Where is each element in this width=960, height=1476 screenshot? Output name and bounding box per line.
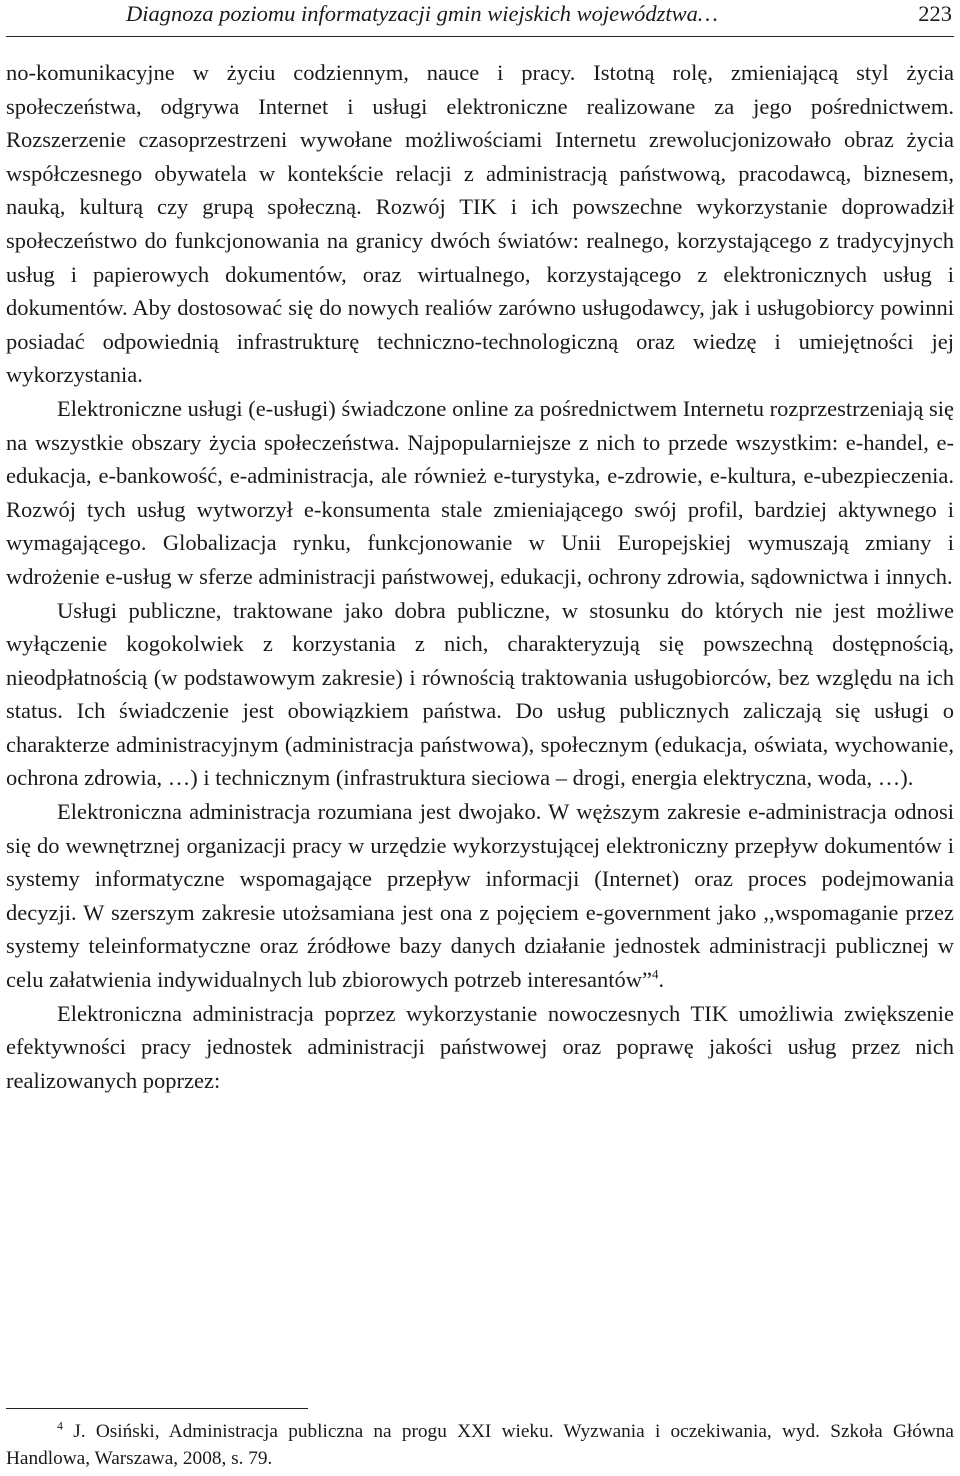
footnote-reference[interactable]: 4 xyxy=(652,966,659,982)
paragraph-1: no-komunikacyjne w życiu codziennym, nauce i pracy. Istotną rolę, zmieniającą styl życia społeczeństwa, odgrywa Internet i usługi elektroniczne realizowane za jego pośrednictwem. Rozszerzenie czasoprzestrzeni wywołane możliwościami Internetu zrewolucjonizowało obraz życia współczesnego obywatela w kontekście relacji z administracją państwową, pracodawcą, biznesem, nauką, kulturą czy grupą społeczną. Rozwój TIK i ich powszechne wykorzystanie doprowadził społeczeństwo do funkcjonowania na granicy dwóch światów: realnego, korzystającego z tradycyjnych usług i papierowych dokumentów, oraz wirtualnego, korzystającego z elektronicznych usług i dokumentów. Aby dostosować się do nowych realiów zarówno usługodawcy, jak i usługobiorcy powinni posiadać odpowiednią infrastrukturę techniczno-technologiczną oraz wiedzę i umiejętności jej wykorzystania. xyxy=(6,60,954,388)
paragraph-4-tail: . xyxy=(658,967,665,993)
paragraph-4-text: Elektroniczna administracja rozumiana jest dwojako. W węższym zakresie e-administracja odnosi się do wewnętrznej organizacji pracy w urzędzie wykorzystującej elektroniczny przepływ dokumentów i systemy informatyczne wspomagające przepływ informacji (Internet) oraz proces podejmowania decyzji. W szerszym zakresie utożsamiana jest ona z pojęciem e-government jako ,,wspomaganie przez systemy teleinformatyczne oraz źródłowe bazy danych działanie jednostek administracji publicznej w celu załatwienia indywidualnych lub zbiorowych potrzeb interesantów” xyxy=(6,799,954,993)
main-text xyxy=(6,56,954,1097)
paragraph-3: Usługi publiczne, traktowane jako dobra publiczne, w stosunku do których nie jest możliwe wyłączenie kogokolwiek z korzystania z nich, charakteryzują się powszechną dostępnością, nieodpłatnością (w podstawowym zakresie) i równością traktowania usługobiorców, bez względu na ich status. Ich świadczenie jest obowiązkiem państwa. Do usług publicznych zaliczają się usługi o charakterze administracyjnym (administracja państwowa), społecznym (edukacja, oświata, wychowanie, ochrona zdrowia, …) i technicznym (infrastruktura sieciowa – drogi, energia elektryczna, woda, …). xyxy=(6,597,954,791)
running-title: Diagnoza poziomu informatyzacji gmin wiejskich województwa… xyxy=(126,1,718,26)
footnote-entry xyxy=(6,1418,954,1472)
footnote-divider xyxy=(6,1408,308,1409)
paragraph-5: Elektroniczna administracja poprzez wykorzystanie nowoczesnych TIK umożliwia zwiększenie efektywności pracy jednostek administracji państwowej oraz poprawę jakości usług przez nich realizowanych poprzez: xyxy=(6,1000,954,1093)
footnote-number: 4 xyxy=(57,1418,63,1433)
header-divider xyxy=(6,36,954,37)
paragraph-4 xyxy=(6,795,954,997)
page-number: 223 xyxy=(918,1,952,26)
running-header xyxy=(0,0,960,40)
paragraph-2: Elektroniczne usługi (e-usługi) świadczone online za pośrednictwem Internetu rozprzestrzeniają się na wszystkie obszary życia społeczeństwa. Najpopularniejsze z nich to przede wszystkim: e-handel, e-edukacja, e-bankowość, e-administracja, ale również e-turystyka, e-zdrowie, e-kultura, e-ubezpieczenia. Rozwój tych usług wytworzył e-konsumenta stale zmieniającego swój profil, bardziej aktywnego i wymagającego. Globalizacja rynku, funkcjonowanie w Unii Europejskiej wymuszają zmiany i wdrożenie e-usług w sferze administracji państwowej, edukacji, ochrony zdrowia, sądownictwa i innych. xyxy=(6,395,954,589)
footnote-text: J. Osiński, Administracja publiczna na progu XXI wieku. Wyzwania i oczekiwania, wyd. Szkoła Główna Handlowa, Warszawa, 2008, s. 79. xyxy=(6,1421,954,1469)
footnote xyxy=(6,1418,954,1472)
